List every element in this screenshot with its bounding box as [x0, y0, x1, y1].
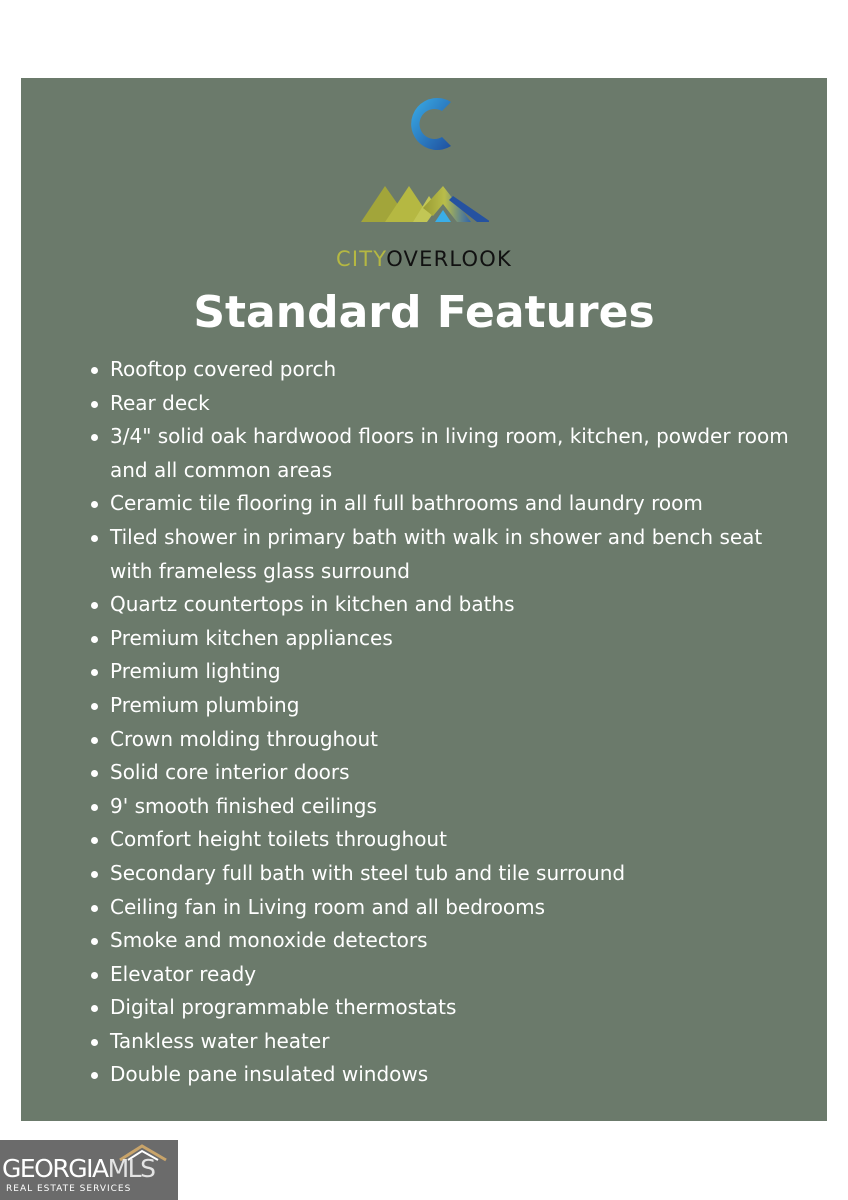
list-item: Ceramic tile flooring in all full bathrooms and laundry room — [89, 487, 809, 521]
features-list — [89, 353, 809, 1092]
list-item: Tankless water heater — [89, 1025, 809, 1059]
georgia-mls-tagline: REAL ESTATE SERVICES — [6, 1184, 132, 1194]
list-item: 9' smooth finished ceilings — [89, 790, 809, 824]
list-item: Double pane insulated windows — [89, 1058, 809, 1092]
list-item: Quartz countertops in kitchen and baths — [89, 588, 809, 622]
list-item: Smoke and monoxide detectors — [89, 924, 809, 958]
list-item: Premium plumbing — [89, 689, 809, 723]
list-item: Premium lighting — [89, 655, 809, 689]
list-item: Ceiling fan in Living room and all bedrooms — [89, 891, 809, 925]
city-overlook-logo — [21, 92, 827, 272]
list-item: Crown molding throughout — [89, 723, 809, 757]
feature-sheet-panel — [21, 78, 827, 1121]
list-item: Digital programmable thermostats — [89, 991, 809, 1025]
list-item: Rooftop covered porch — [89, 353, 809, 387]
list-item: Secondary full bath with steel tub and tile surround — [89, 857, 809, 891]
list-item: Tiled shower in primary bath with walk in shower and bench seat with frameless glass surround — [89, 521, 809, 588]
georgia-text: GEORGIA — [2, 1154, 108, 1183]
georgia-mls-watermark — [0, 1140, 178, 1200]
list-item: Elevator ready — [89, 958, 809, 992]
wordmark-overlook: OVERLOOK — [386, 247, 512, 271]
city-overlook-logo-icon — [359, 92, 489, 242]
list-item: 3/4" solid oak hardwood floors in living room, kitchen, powder room and all common areas — [89, 420, 809, 487]
page-title: Standard Features — [193, 287, 655, 338]
georgia-mls-logo-text — [2, 1154, 154, 1184]
list-item: Comfort height toilets throughout — [89, 823, 809, 857]
city-overlook-wordmark — [21, 246, 827, 272]
mls-text: MLS — [107, 1154, 155, 1183]
list-item: Solid core interior doors — [89, 756, 809, 790]
list-item: Premium kitchen appliances — [89, 622, 809, 656]
wordmark-city: CITY — [336, 247, 387, 271]
list-item: Rear deck — [89, 387, 809, 421]
